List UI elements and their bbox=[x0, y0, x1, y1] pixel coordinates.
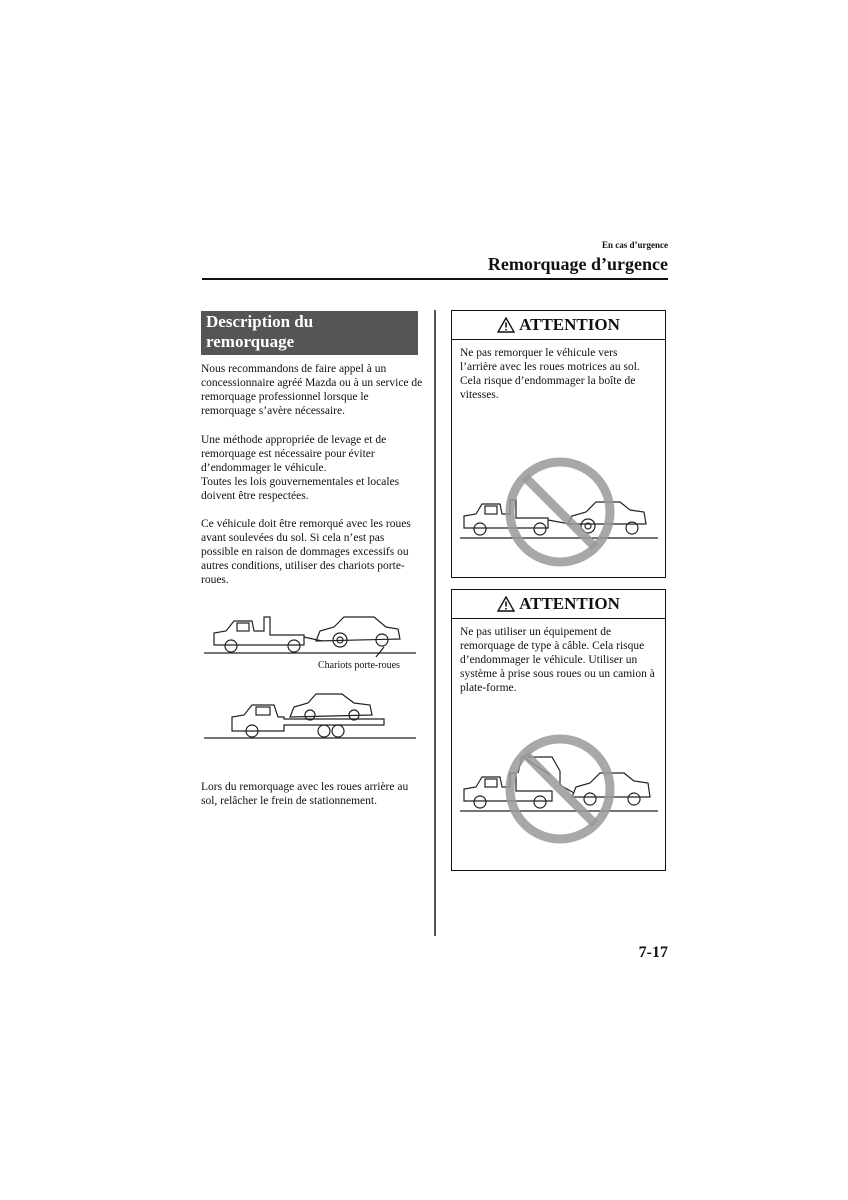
flatbed-truck-illustration bbox=[204, 685, 416, 743]
section-heading bbox=[201, 311, 418, 355]
chapter-title: Remorquage d’urgence bbox=[487, 254, 668, 274]
warning-triangle-icon bbox=[497, 317, 515, 333]
header-rule bbox=[202, 278, 668, 280]
tow-truck-dolly-illustration bbox=[204, 605, 416, 660]
paragraph-intro: Nous recommandons de faire appel à un concessionnaire agréé Mazda ou à un service de remorquage professionnel lorsque le remorquage s’avère nécessaire. bbox=[201, 363, 423, 417]
section-heading-line2: remorquage bbox=[206, 332, 295, 351]
warning-box-1 bbox=[451, 310, 666, 578]
paragraph-parking-brake: Lors du remorquage avec les roues arrière au sol, relâcher le frein de stationnement. bbox=[201, 781, 409, 807]
paragraph-method: Une méthode appropriée de levage et de remorquage est nécessaire pour éviter d’endommager le véhicule. bbox=[201, 434, 387, 474]
warning-box-2 bbox=[451, 589, 666, 871]
paragraph-front-wheels: Ce véhicule doit être remorqué avec les roues avant soulevées du sol. Si cela n’est pas possible en raison de dommages excessifs ou autres conditions, utiliser des chariots porte-roues. bbox=[201, 518, 411, 586]
dolly-caption: Chariots porte-roues bbox=[318, 660, 400, 671]
warning-header-1 bbox=[452, 311, 665, 340]
warning-header-2 bbox=[452, 590, 665, 619]
warning-title-2: ATTENTION bbox=[519, 594, 620, 613]
page-number: 7-17 bbox=[638, 944, 668, 961]
section-label: En cas d’urgence bbox=[602, 240, 668, 250]
no-rear-tow-illustration bbox=[452, 420, 664, 570]
warning-triangle-icon bbox=[497, 596, 515, 612]
warning-text-1: Ne pas remorquer le véhicule vers l’arrière avec les roues motrices au sol. Cela risque d’endommager la boîte de vitesses. bbox=[460, 347, 640, 401]
section-heading-line1: Description du bbox=[206, 312, 314, 331]
warning-text-2: Ne pas utiliser un équipement de remorquage de type à câble. Cela risque d’endommager le véhicule. Utiliser un système à prise sous roues ou un camion à plate-forme. bbox=[460, 626, 655, 694]
warning-title-1: ATTENTION bbox=[519, 315, 620, 334]
no-cable-tow-illustration bbox=[452, 715, 664, 855]
paragraph-laws: Toutes les lois gouvernementales et locales doivent être respectées. bbox=[201, 476, 400, 502]
column-divider bbox=[434, 310, 436, 936]
